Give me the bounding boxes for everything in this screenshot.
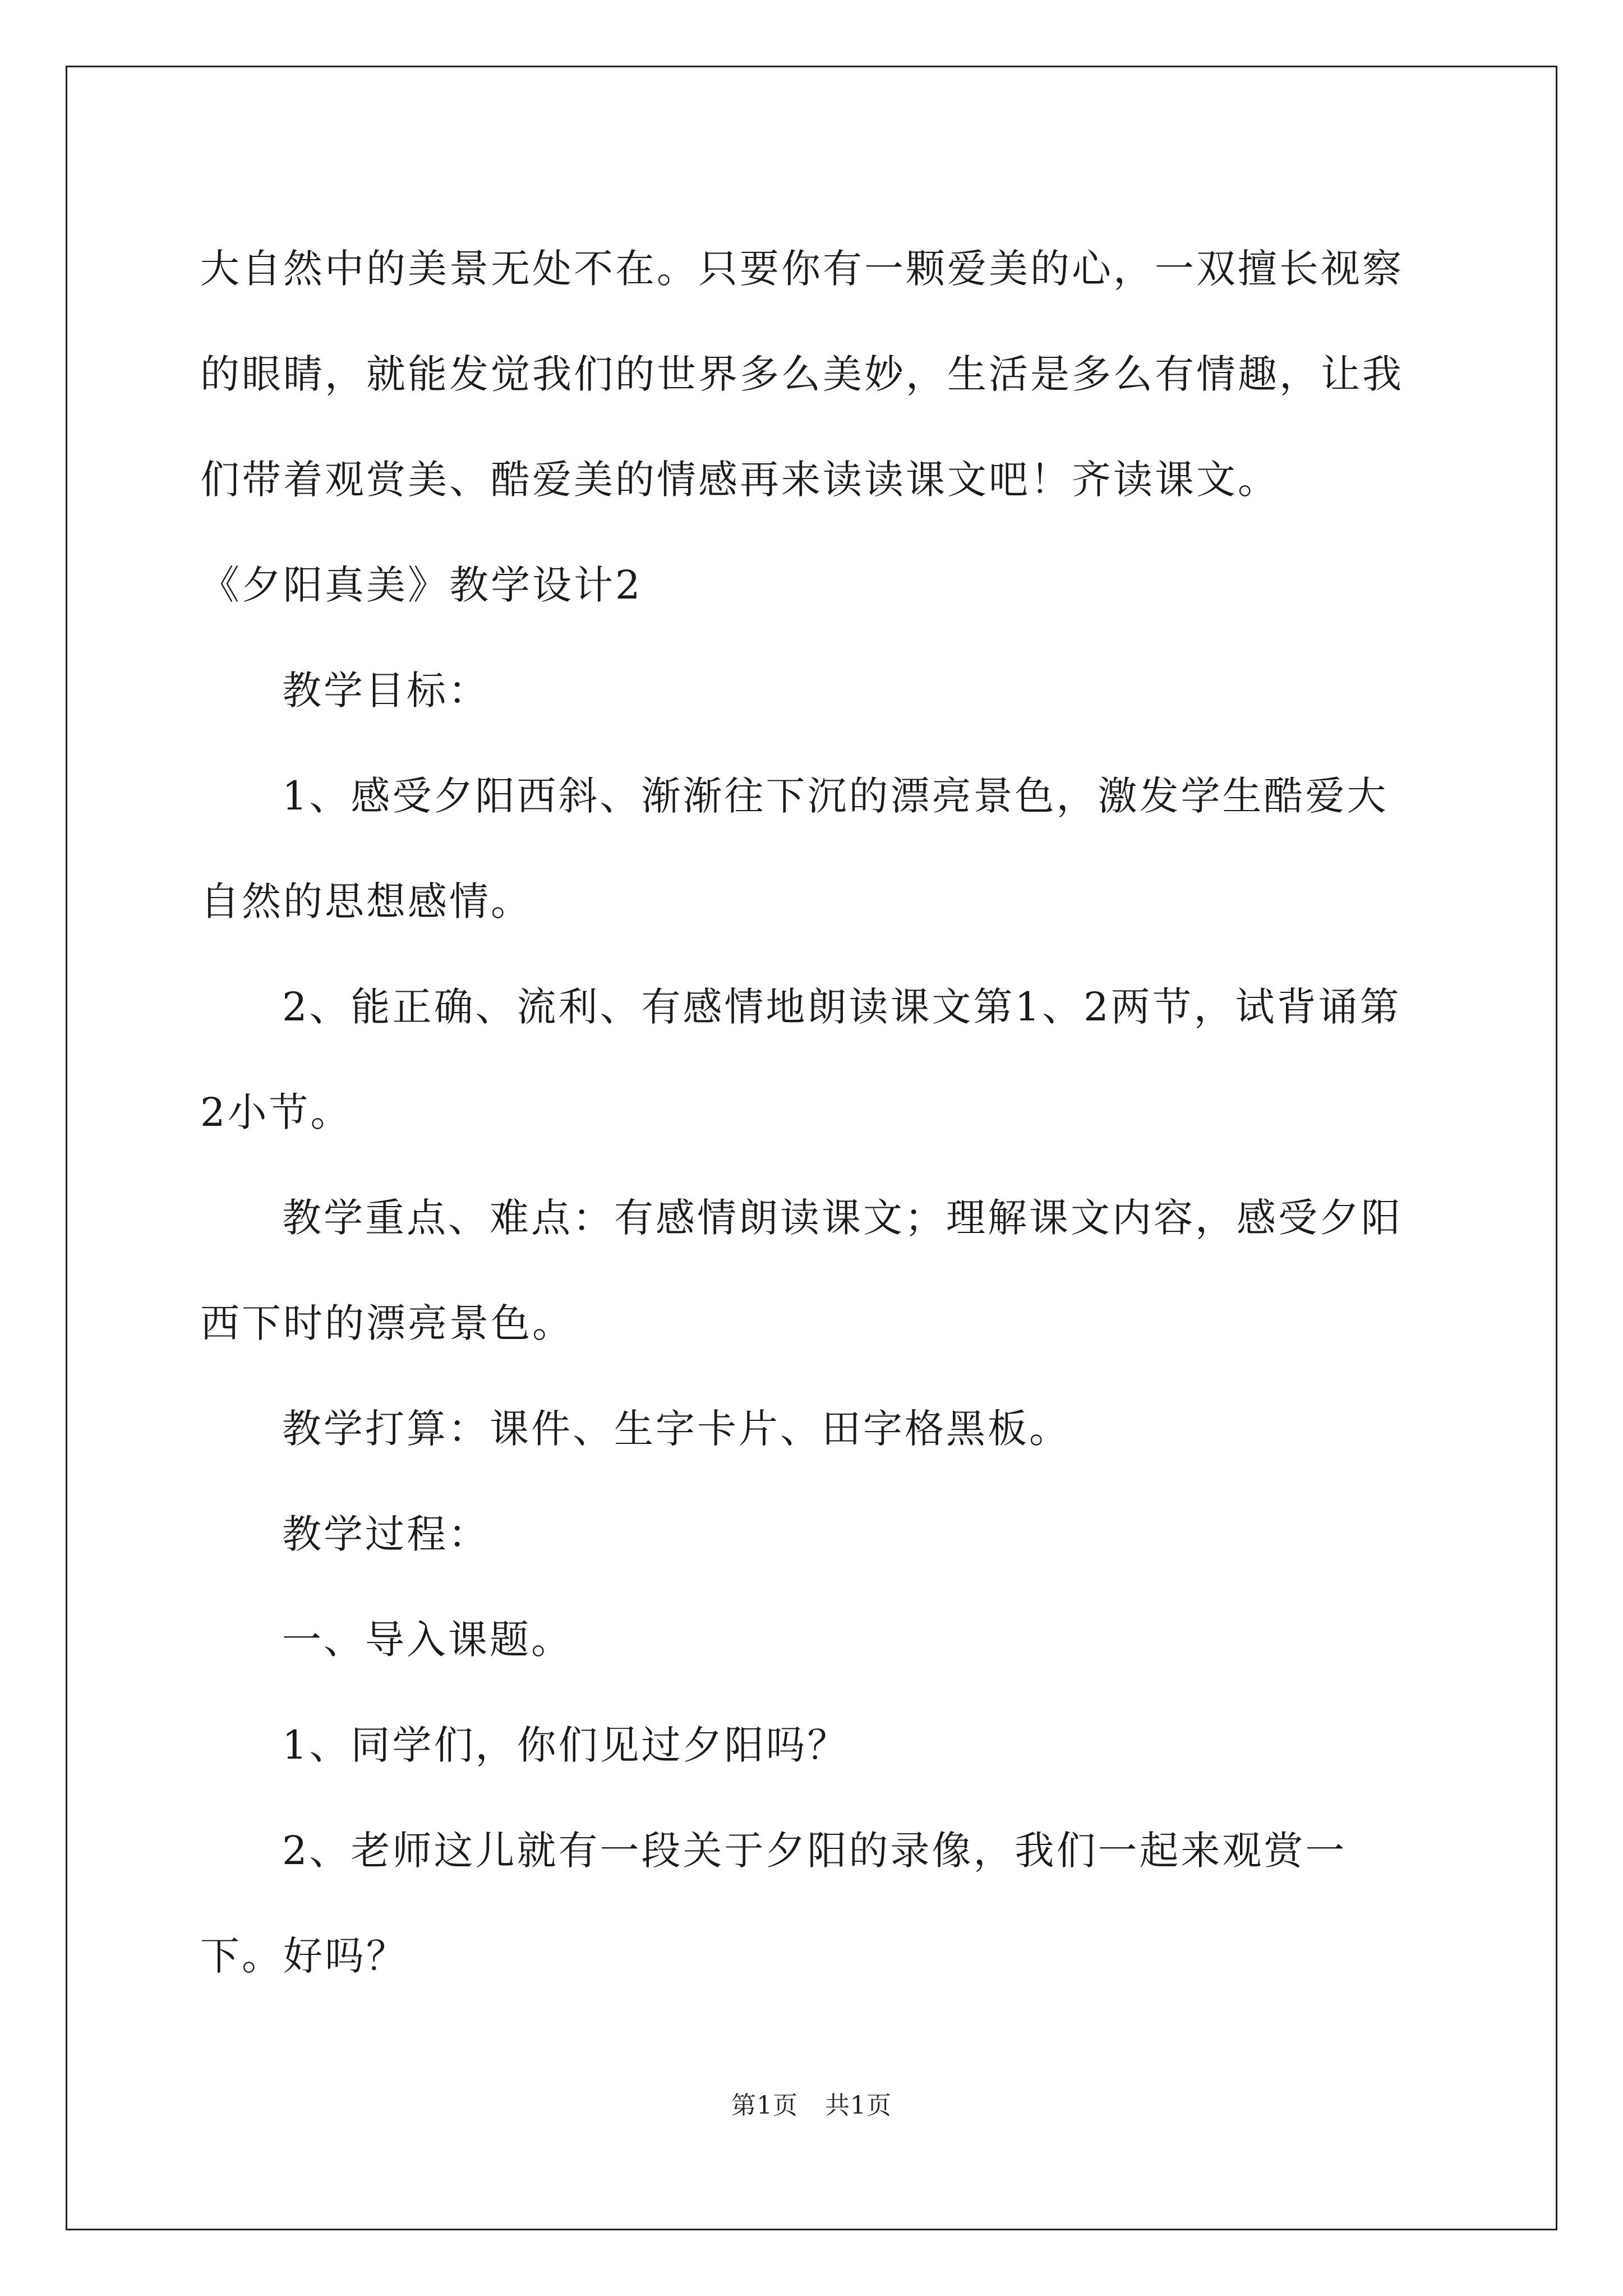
- paragraph-intro-closing: 大自然中的美景无处不在。只要你有一颗爱美的心，一双擅长视察的眼睛，就能发觉我们的世界多么美妙，生活是多么有情趣，让我们带着观赏美、酷爱美的情感再来读读课文吧！齐读课文。: [200, 246, 1404, 503]
- page-total: 共1页: [825, 2091, 892, 2120]
- paragraph-goal-1: 1、感受夕阳西斜、渐渐往下沉的漂亮景色，激发学生酷爱大自然的思想感情。: [200, 773, 1389, 924]
- page-footer: [0, 2085, 1623, 2121]
- paragraph-process-heading: 教学过程：: [282, 1511, 490, 1557]
- paragraph-key-points: 教学重点、难点：有感情朗读课文；理解课文内容，感受夕阳西下时的漂亮景色。: [200, 1195, 1403, 1346]
- paragraph-teaching-goals-heading: 教学目标：: [282, 668, 490, 714]
- document-body: [200, 216, 1423, 2009]
- paragraph-step-2: 2、老师这儿就有一段关于夕阳的录像，我们一起来观赏一下。好吗？: [200, 1828, 1347, 1979]
- page-number: 第1页: [731, 2091, 798, 2120]
- document-heading: 《夕阳真美》教学设计2: [200, 562, 643, 608]
- paragraph-step-1: 1、同学们，你们见过夕阳吗？: [282, 1722, 849, 1768]
- paragraph-goal-2: 2、能正确、流利、有感情地朗读课文第1、2两节，试背诵第2小节。: [200, 984, 1401, 1135]
- paragraph-section-1: 一、导入课题。: [282, 1617, 573, 1663]
- paragraph-preparation: 教学打算：课件、生字卡片、田字格黑板。: [282, 1406, 1071, 1452]
